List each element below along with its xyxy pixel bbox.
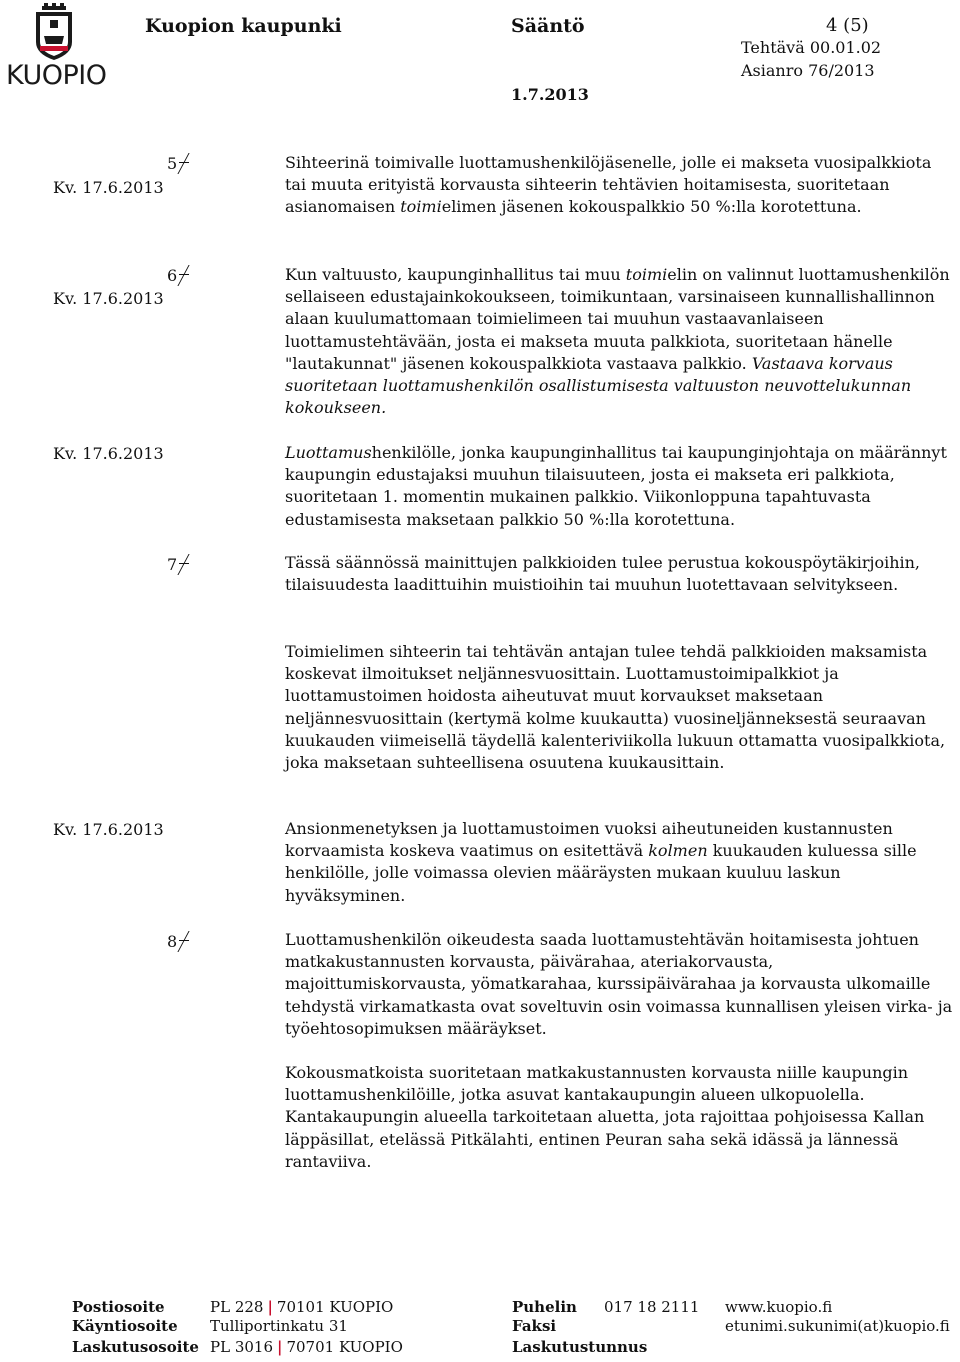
separator: | [267, 1298, 273, 1316]
section-number-8: 8 [167, 930, 189, 954]
section-number-7: 7 [167, 553, 189, 577]
document-date: 1.7.2013 [511, 85, 589, 104]
section-5-paragraph: Sihteerinä toimivalle luottamushenkilöjäsenelle, jolle ei makseta vuosipalkkiota tai muuta erityistä korvausta sihteerin tehtävien hoitamisesta, suoritetaan asianomaisen toimielimen jäsenen kokouspalkkio 50 %:lla korotettuna. [285, 153, 932, 217]
footer-post-address: PL 228 | 70101 KUOPIO [210, 1298, 394, 1316]
footer-fax-label: Faksi [512, 1317, 557, 1335]
section-mark-icon [179, 264, 189, 288]
section-8-paragraph-1: Luottamushenkilön oikeudesta saada luottamustehtävän hoitamisesta johtuen matkakustannusten korvausta, päivärahaa, ateriakorvausta, majoittumiskorvausta, yömatkarahaa, kurssipäivärahaa ja korvausta ulkomaille tehdystä virkamatkasta ovat soveltuvin osin voimassa kunnallisen yleisen virka- ja työehtosopimuksen määräykset. [285, 930, 953, 1038]
footer-billing-address-label: Laskutusosoite [72, 1338, 199, 1356]
footer-visit-label: Käyntiosoite [72, 1317, 178, 1335]
section-mark-icon [179, 930, 189, 954]
section-6-paragraph-1: Kun valtuusto, kaupunginhallitus tai muu toimielin on valinnut luottamushenkilön sellaiseen edustajainkokoukseen, toimikuntaan, varsinaiseen kunnallishallinnon alaan kuulumattomaan toimielimeen tai muuhun vastaavanlaiseen luottamustehtävään, josta ei makseta muuta palkkiota, suoritetaan hänelle "lautakunnat" jäsenen kokouspalkkiota vastaava palkkio. Vastaava korvaus suoritetaan luottamushenkilön osallistumisesta valtuuston neuvottelukunnan kokoukseen. [285, 265, 950, 418]
section-7-paragraph-1: Tässä säännössä mainittujen palkkioiden tulee perustua kokouspöytäkirjoihin, tilaisuudesta laadittuihin muistioihin tai muuhun luotettavaan selvitykseen. [285, 553, 921, 595]
section-mark-icon [179, 152, 189, 176]
footer-billing-id-label: Laskutustunnus [512, 1338, 648, 1356]
section-number-6: 6 [167, 264, 189, 288]
section-7-paragraph-2: Toimielimen sihteerin tai tehtävän antajan tulee tehdä palkkioiden maksamista koskevat ilmoitukset neljännesvuosittain. Luottamustoimipalkkiot ja luottamustoimen hoidosta aiheutuvat muut korvaukset maksetaan neljännesvuosittain (kertymä kolme kuukautta) vuosineljänneksestä seuraavan kuukauden viimeisellä täydellä kalenteriviikolla lukuun ottamatta vuosipalkkiota, joka maksetaan suhteellisena osuutena kuukausittain. [285, 642, 946, 773]
separator: | [277, 1338, 283, 1356]
footer-phone-label: Puhelin [512, 1298, 577, 1316]
amendment-date: Kv. 17.6.2013 [53, 444, 164, 463]
amendment-date: Kv. 17.6.2013 [53, 178, 164, 197]
document-type: Sääntö [511, 15, 585, 37]
footer-phone: 017 18 2111 [604, 1298, 700, 1316]
footer-email-link[interactable]: etunimi.sukunimi(at)kuopio.fi [725, 1317, 950, 1335]
task-number: Tehtävä 00.01.02 [741, 38, 882, 57]
case-number: Asianro 76/2013 [741, 61, 875, 80]
kuopio-logo [4, 2, 107, 94]
amendment-date: Kv. 17.6.2013 [53, 289, 164, 308]
section-mark-icon [179, 553, 189, 577]
footer-visit-address: Tulliportinkatu 31 [210, 1317, 348, 1335]
logo-wordmark: KUOPIO [6, 60, 107, 91]
section-6-paragraph-2: Luottamushenkilölle, jonka kaupunginhallitus tai kaupunginjohtaja on määrännyt kaupungin edustajaksi muuhun tilaisuuteen, josta ei makseta eri palkkiota, suoritetaan 1. momentin mukainen palkkio. Viikonloppuna tapahtuvasta edustamisesta maksetaan palkkio 50 %:lla korotettuna. [285, 443, 947, 529]
footer-post-label: Postiosoite [72, 1298, 165, 1316]
section-7-paragraph-3: Ansionmenetyksen ja luottamustoimen vuoksi aiheutuneiden kustannusten korvaamista koskeva vaatimus on esitettävä kolmen kuukauden kuluessa sille henkilölle, jolle voimassa olevien määräysten mukaan kuuluu laskun hyväksyminen. [285, 819, 917, 905]
organization-name: Kuopion kaupunki [145, 15, 342, 37]
page-number: 4 (5) [826, 15, 869, 36]
footer-website-link[interactable]: www.kuopio.fi [725, 1298, 833, 1316]
section-number-5: 5 [167, 152, 189, 176]
footer-billing-address: PL 3016 | 70701 KUOPIO [210, 1338, 403, 1356]
section-8-paragraph-2: Kokousmatkoista suoritetaan matkakustannusten korvausta niille kaupungin luottamushenkilöille, jotka asuvat kantakaupungin alueen ulkopuolella. Kantakaupungin alueella tarkoitetaan aluetta, jota rajoittaa pohjoisessa Kallan läppäsillat, etelässä Pitkälahti, entinen Peuran saha sekä idässä ja lännessä rantaviiva. [285, 1063, 925, 1171]
amendment-date: Kv. 17.6.2013 [53, 820, 164, 839]
